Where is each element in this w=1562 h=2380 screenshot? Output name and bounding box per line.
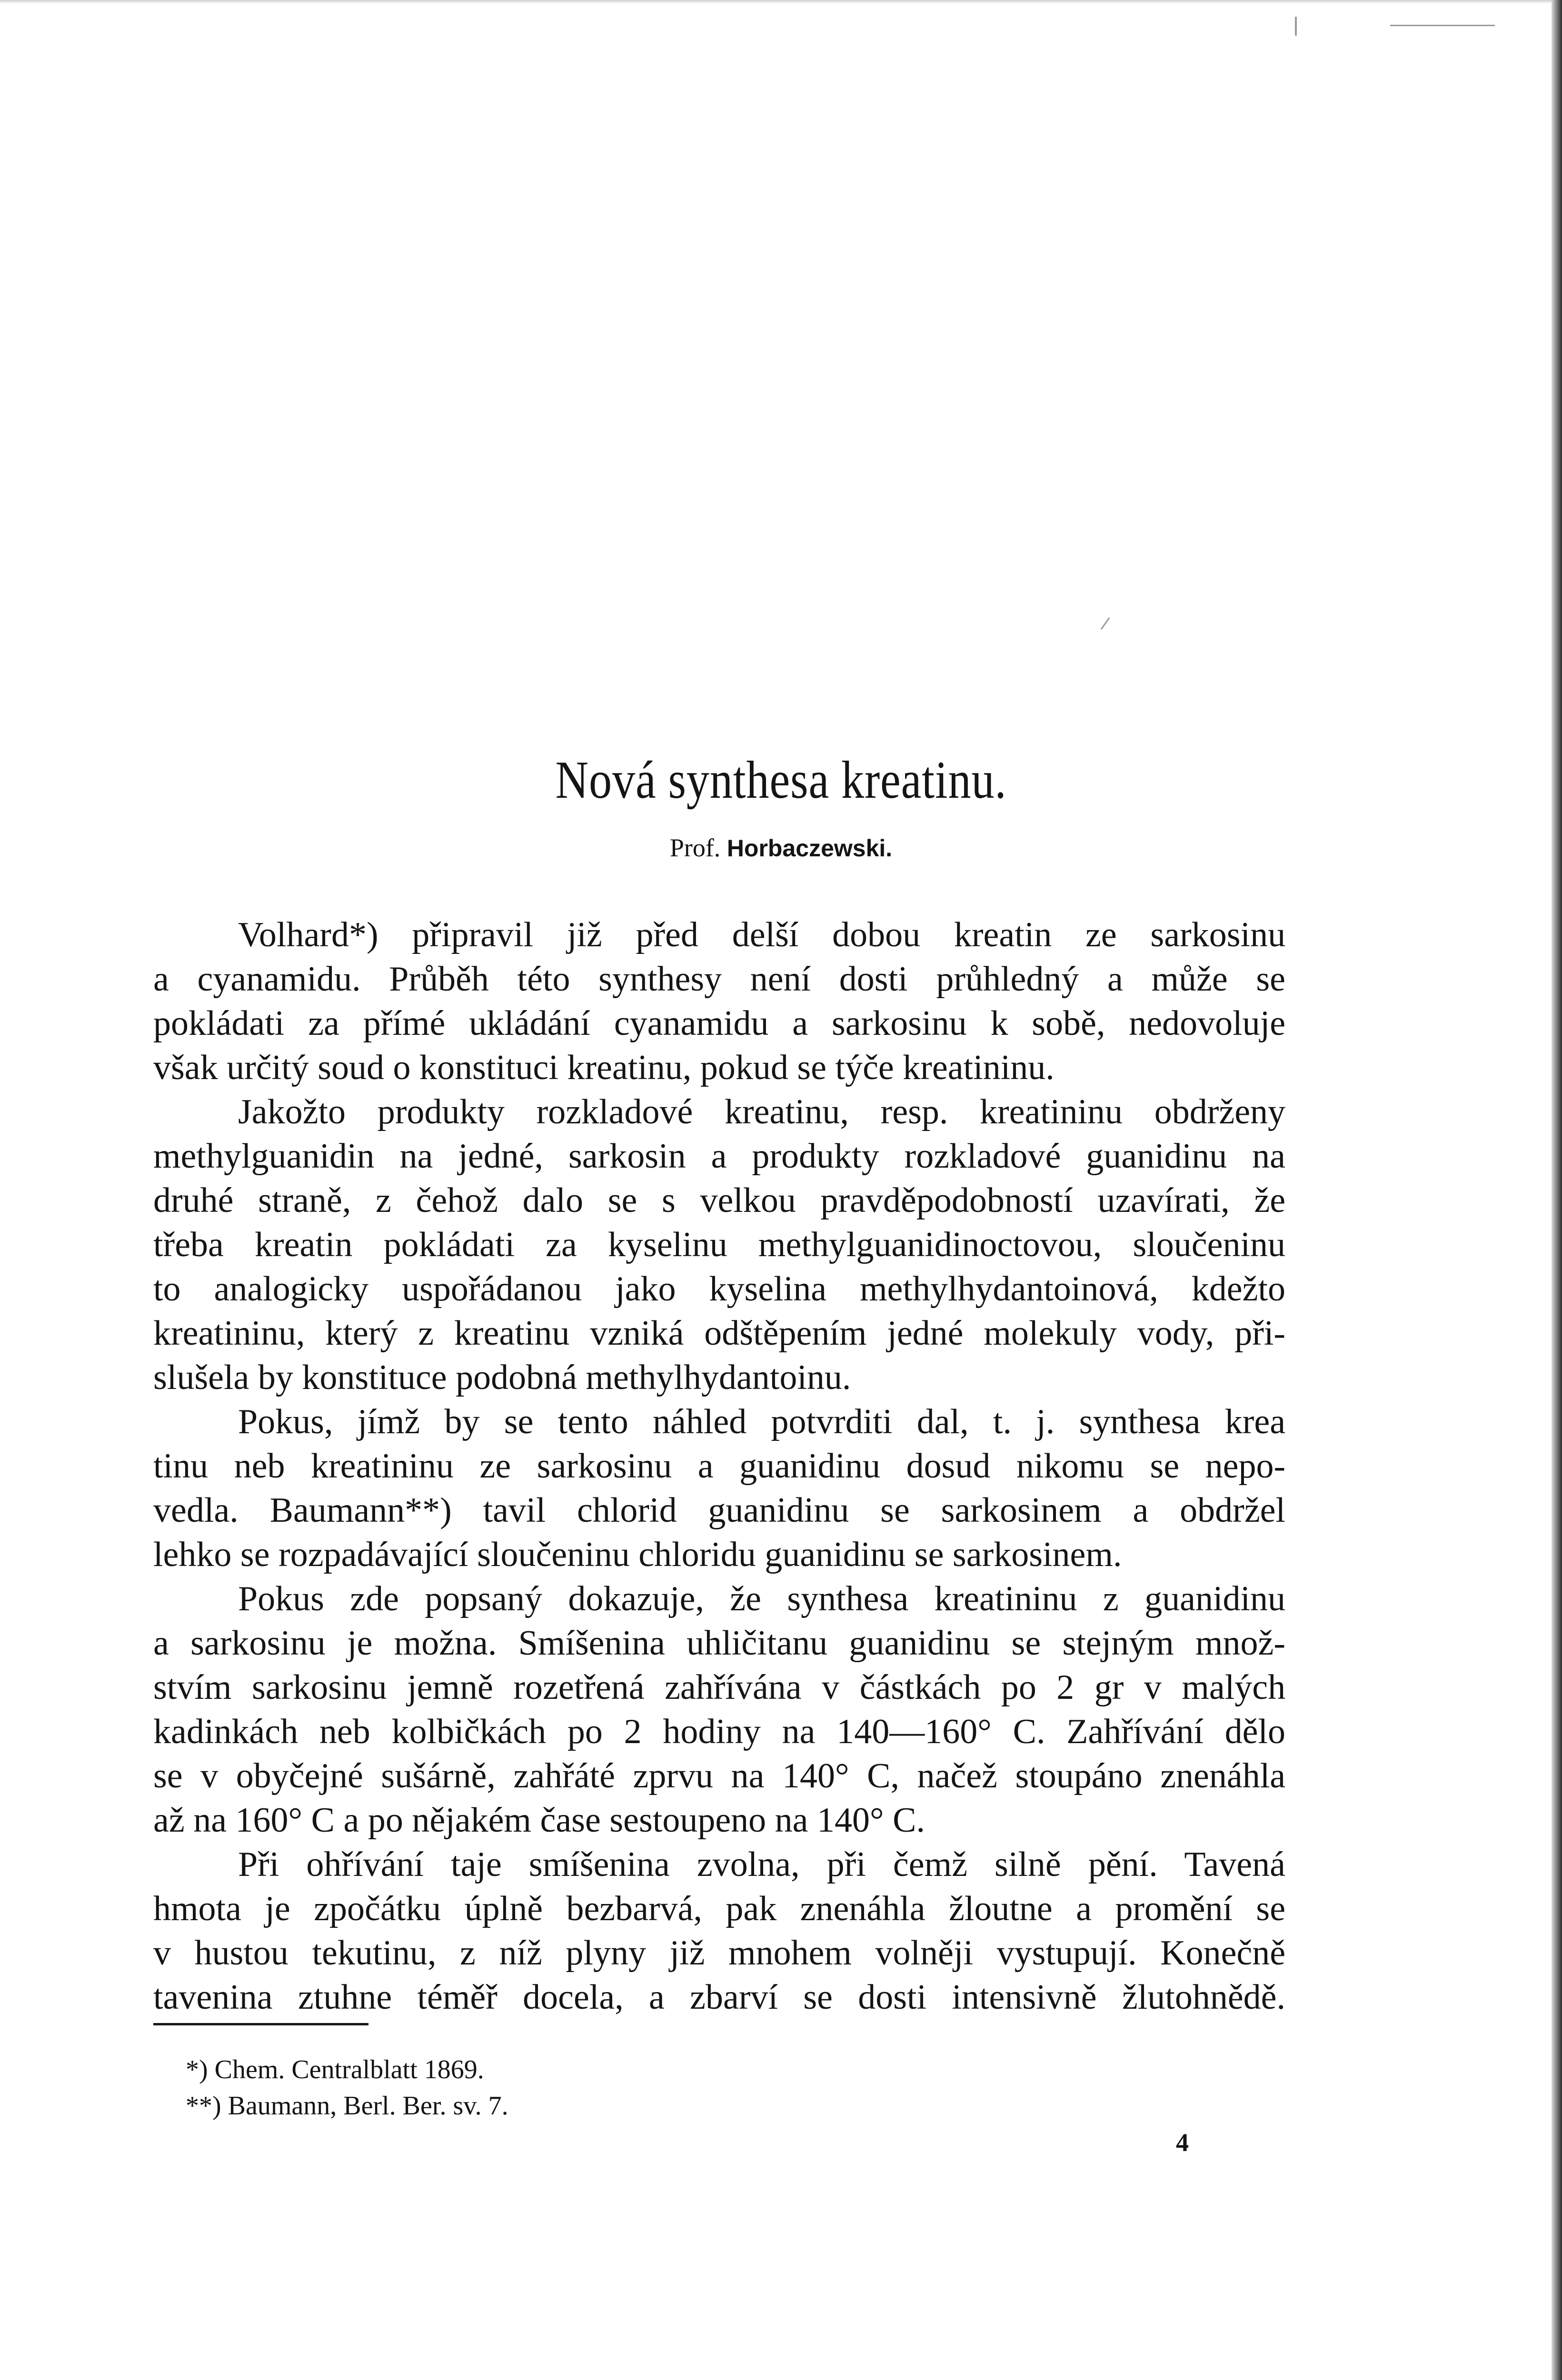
word: promění xyxy=(1115,1889,1233,1928)
word: vedla. xyxy=(153,1491,239,1530)
word: neb xyxy=(319,1712,370,1751)
word: guanidinu xyxy=(1086,1137,1227,1176)
word: z xyxy=(375,1181,391,1220)
text-line xyxy=(153,1400,1285,1444)
word: kdežto xyxy=(1191,1269,1285,1309)
word: při xyxy=(826,1845,866,1884)
word: za xyxy=(308,1004,339,1043)
word: vody, xyxy=(1137,1314,1214,1353)
word: zprvu xyxy=(633,1756,714,1795)
word: dalo xyxy=(522,1181,584,1220)
word: Konečně xyxy=(1160,1934,1286,1973)
paragraph xyxy=(153,1090,1285,1400)
word: taje xyxy=(451,1845,502,1884)
word: velkou xyxy=(700,1181,796,1220)
word: ze xyxy=(479,1447,511,1486)
word: potvrditi xyxy=(771,1402,893,1441)
author-line xyxy=(0,833,1562,863)
word: Jakožto xyxy=(238,1092,346,1131)
word: úplně xyxy=(464,1889,543,1928)
word: zahřívána xyxy=(665,1668,802,1707)
word: jemně xyxy=(407,1668,493,1707)
word: níž xyxy=(499,1934,542,1973)
word: kreatin xyxy=(954,915,1052,954)
word: obdržel xyxy=(1180,1491,1286,1530)
word: sloučeninu xyxy=(1133,1225,1286,1264)
word: guanidinu xyxy=(849,1624,990,1663)
text-line: lehko se rozpadávající sloučeninu chloridu guanidinu se sarkosinem. xyxy=(153,1535,1122,1574)
word: guanidinu xyxy=(1144,1579,1286,1618)
text-line xyxy=(153,1754,1285,1798)
text-line xyxy=(153,1002,1285,1046)
text-line xyxy=(153,1134,1285,1179)
text-line: však určitý soud o konstituci kreatinu, pokud se týče kreatininu. xyxy=(153,1048,1055,1087)
word: tento xyxy=(557,1402,628,1441)
word: kreatininu xyxy=(980,1092,1123,1131)
word: se xyxy=(607,1181,637,1220)
word: 140—160° xyxy=(836,1712,992,1751)
paragraph xyxy=(153,1577,1285,1843)
scan-top-edge xyxy=(0,0,1562,4)
word: v xyxy=(153,1934,171,1973)
word: delší xyxy=(732,915,799,954)
text-line xyxy=(153,1666,1285,1710)
word: by xyxy=(444,1402,480,1441)
word: pak xyxy=(726,1889,777,1928)
word: připravil xyxy=(412,915,534,954)
word: pravděpodobností xyxy=(820,1181,1073,1220)
word: silně xyxy=(995,1845,1061,1884)
word: zpočátku xyxy=(314,1889,441,1928)
word: Při xyxy=(238,1845,279,1884)
word: čemž xyxy=(893,1845,967,1884)
word: sušárně, xyxy=(381,1756,496,1795)
word: methylguanidin xyxy=(153,1137,375,1176)
word: tekutinu, xyxy=(312,1934,437,1973)
word: tavil xyxy=(483,1491,546,1530)
text-line xyxy=(153,1179,1285,1223)
word: 140° xyxy=(782,1756,849,1795)
word: již xyxy=(567,915,602,954)
word: žlutohnědě. xyxy=(1122,1978,1286,2017)
word: krea xyxy=(1224,1402,1286,1441)
paragraph xyxy=(153,913,1285,1090)
word: nedovoluje xyxy=(1129,1004,1286,1043)
word: C. xyxy=(1013,1712,1045,1751)
word: dosti xyxy=(839,960,908,999)
word: který xyxy=(325,1314,398,1353)
word: uzavírati, xyxy=(1097,1181,1230,1220)
word: z xyxy=(1103,1579,1119,1618)
word: že xyxy=(730,1579,761,1618)
word: obyčejné xyxy=(236,1756,363,1795)
word: třeba xyxy=(153,1225,224,1264)
word: přímé xyxy=(363,1004,446,1043)
word: na xyxy=(399,1137,433,1176)
word: tavenina xyxy=(153,1978,273,2017)
word: dal, xyxy=(916,1402,969,1441)
author-name: Horbaczewski. xyxy=(726,835,893,862)
word: čehož xyxy=(416,1181,498,1220)
text-line xyxy=(153,1444,1285,1488)
word: to xyxy=(153,1269,181,1309)
word: dosti xyxy=(858,1978,927,2017)
word: nikomu xyxy=(1016,1447,1124,1486)
text-line xyxy=(153,1223,1285,1267)
word: téměř xyxy=(417,1978,497,2017)
word: možna. xyxy=(394,1624,497,1663)
word: v xyxy=(1144,1668,1162,1707)
footnotes xyxy=(186,2052,508,2124)
word: a xyxy=(649,1978,665,2017)
word: a xyxy=(1133,1491,1149,1530)
word: kreatininu xyxy=(934,1579,1077,1618)
word: hustou xyxy=(194,1934,289,1973)
word: částkách xyxy=(859,1668,981,1707)
author-prefix: Prof. xyxy=(669,833,721,862)
word: Průběh xyxy=(389,960,489,999)
text-line xyxy=(153,913,1285,957)
word: průhledný xyxy=(936,960,1079,999)
word: po xyxy=(567,1712,603,1751)
word: methylguanidinoctovou, xyxy=(758,1225,1102,1264)
word: jedné xyxy=(887,1314,964,1353)
word: synthesy xyxy=(598,960,722,999)
text-line xyxy=(153,1488,1285,1533)
word: již xyxy=(669,1934,705,1973)
word: hodiny xyxy=(663,1712,761,1751)
scan-speck xyxy=(1390,25,1495,26)
word: cyanamidu. xyxy=(197,960,361,999)
word: 2 xyxy=(1056,1668,1074,1707)
word: Smíšenina xyxy=(518,1624,665,1663)
word: se xyxy=(1256,1889,1286,1928)
word: kyselinu xyxy=(608,1225,727,1264)
word: j. xyxy=(1036,1402,1055,1441)
word: nepo- xyxy=(1205,1447,1286,1486)
scan-speck xyxy=(1101,617,1110,630)
word: a xyxy=(1107,960,1123,999)
text-line: slušela by konstituce podobná methylhydantoinu. xyxy=(153,1358,851,1397)
word: se xyxy=(803,1978,833,2017)
text-line xyxy=(153,1577,1285,1621)
word: za xyxy=(546,1225,577,1264)
word: zahřáté xyxy=(513,1756,615,1795)
word: se xyxy=(1150,1447,1180,1486)
word: neb xyxy=(234,1447,285,1486)
word: kreatininu, xyxy=(153,1314,305,1353)
word: dokazuje, xyxy=(568,1579,704,1618)
word: molekuly xyxy=(984,1314,1117,1353)
word: rozetřená xyxy=(513,1668,645,1707)
word: stoupáno xyxy=(1015,1756,1143,1795)
word: kyselina xyxy=(709,1269,827,1309)
word: a xyxy=(153,960,169,999)
word: že xyxy=(1254,1181,1286,1220)
text-line xyxy=(153,1311,1285,1356)
word: při- xyxy=(1234,1314,1286,1353)
word: synthesa xyxy=(787,1579,909,1618)
word: v xyxy=(822,1668,840,1707)
word: stvím xyxy=(153,1668,232,1707)
text-line: až na 160° C a po nějakém čase sestoupeno na 140° C. xyxy=(153,1801,925,1840)
word: sarkosinu xyxy=(1150,915,1286,954)
word: této xyxy=(517,960,570,999)
footnote: **) Baumann, Berl. Ber. sv. 7. xyxy=(186,2091,508,2121)
word: a xyxy=(792,1004,808,1043)
word: ohřívání xyxy=(306,1845,424,1884)
word: uspořádanou xyxy=(402,1269,582,1309)
text-line xyxy=(153,1931,1285,1975)
word: a xyxy=(1076,1889,1092,1928)
word: tinu xyxy=(153,1447,209,1486)
scan-speck xyxy=(1295,17,1297,36)
article-title: Nová synthesa kreatinu. xyxy=(555,751,1007,810)
word: zvolna, xyxy=(696,1845,800,1884)
word: 2 xyxy=(624,1712,642,1751)
word: sarkosinem xyxy=(941,1491,1102,1530)
word: obdrženy xyxy=(1154,1092,1286,1131)
word: druhé xyxy=(153,1181,234,1220)
word: produkty xyxy=(377,1092,505,1131)
word: znenáhla xyxy=(800,1889,925,1928)
word: C, xyxy=(867,1756,899,1795)
word: na xyxy=(731,1756,765,1795)
text-line xyxy=(153,1267,1285,1311)
word: straně, xyxy=(258,1181,351,1220)
word: sarkosinu xyxy=(537,1447,672,1486)
word: načež xyxy=(917,1756,997,1795)
word: sarkosinu xyxy=(190,1624,326,1663)
word: sarkosin xyxy=(568,1137,686,1176)
article-body xyxy=(153,913,1285,2020)
word: zde xyxy=(350,1579,399,1618)
word: methylhydantoinová, xyxy=(859,1269,1158,1309)
footnote-divider xyxy=(153,2023,368,2025)
word: mnohem xyxy=(728,1934,852,1973)
word: je xyxy=(265,1889,290,1928)
word: kreatin xyxy=(255,1225,353,1264)
paragraph xyxy=(153,1400,1285,1577)
word: Zahřívání xyxy=(1066,1712,1204,1751)
word: žloutne xyxy=(948,1889,1053,1928)
word: intensivně xyxy=(952,1978,1097,2017)
text-line xyxy=(153,1887,1285,1931)
word: jako xyxy=(615,1269,676,1309)
word: gr xyxy=(1094,1668,1124,1707)
word: pění. xyxy=(1088,1845,1158,1884)
word: Pokus, xyxy=(238,1402,333,1441)
word: zbarví xyxy=(690,1978,778,2017)
word: kreatininu xyxy=(310,1447,454,1486)
word: pokládati xyxy=(153,1004,285,1043)
word: znenáhla xyxy=(1160,1756,1286,1795)
word: může xyxy=(1151,960,1228,999)
word: dosud xyxy=(906,1447,991,1486)
word: se xyxy=(1011,1624,1041,1663)
text-line xyxy=(153,1621,1285,1666)
word: t. xyxy=(993,1402,1012,1441)
word: stejným xyxy=(1062,1624,1174,1663)
word: a xyxy=(711,1137,727,1176)
word: dělo xyxy=(1224,1712,1286,1751)
word: ukládání xyxy=(469,1004,590,1043)
word: produkty xyxy=(752,1137,879,1176)
word: sobě, xyxy=(1032,1004,1105,1043)
word: je xyxy=(347,1624,373,1663)
scan-right-edge xyxy=(1552,0,1562,2380)
footnote: *) Chem. Centralblatt 1869. xyxy=(186,2055,484,2084)
word: z xyxy=(418,1314,434,1353)
word: kreatinu, xyxy=(724,1092,849,1131)
paragraph xyxy=(153,1843,1285,2020)
word: kolbičkách xyxy=(391,1712,547,1751)
word: rozkladové xyxy=(904,1137,1061,1176)
word: uhličitanu xyxy=(686,1624,828,1663)
word: bezbarvá, xyxy=(566,1889,702,1928)
text-line xyxy=(153,1710,1285,1754)
word: chlorid xyxy=(577,1491,677,1530)
word: pokládati xyxy=(383,1225,515,1264)
word: a xyxy=(697,1447,714,1486)
word: s xyxy=(662,1181,676,1220)
text-line xyxy=(153,1975,1285,2020)
word: popsaný xyxy=(425,1579,542,1618)
word: na xyxy=(1252,1137,1286,1176)
word: dobou xyxy=(832,915,921,954)
word: docela, xyxy=(523,1978,624,2017)
word: kadinkách xyxy=(153,1712,298,1751)
text-line xyxy=(153,957,1285,1002)
word: množ- xyxy=(1195,1624,1286,1663)
word: před xyxy=(636,915,698,954)
word: rozkladové xyxy=(536,1092,693,1131)
page-number: 4 xyxy=(1176,2128,1189,2157)
word: po xyxy=(1001,1668,1036,1707)
word: plyny xyxy=(566,1934,646,1973)
word: Baumann**) xyxy=(269,1491,452,1530)
word: se xyxy=(1256,960,1286,999)
word: kreatinu xyxy=(454,1314,570,1353)
word: smíšenina xyxy=(528,1845,670,1884)
word: synthesa xyxy=(1079,1402,1201,1441)
word: Volhard*) xyxy=(238,915,378,954)
word: jímž xyxy=(357,1402,420,1441)
text-line xyxy=(153,1843,1285,1887)
word: odštěpením xyxy=(704,1314,867,1353)
word: ze xyxy=(1085,915,1117,954)
word: guanidinu xyxy=(708,1491,849,1530)
word: volněji xyxy=(875,1934,974,1973)
word: se xyxy=(504,1402,534,1441)
word: cyanamidu xyxy=(614,1004,769,1043)
word: sarkosinu xyxy=(251,1668,387,1707)
word: vystupují. xyxy=(996,1934,1137,1973)
word: a xyxy=(153,1624,169,1663)
word: v xyxy=(200,1756,219,1795)
word: malých xyxy=(1182,1668,1286,1707)
word: Tavená xyxy=(1184,1845,1285,1884)
word: jedné, xyxy=(458,1137,544,1176)
word: náhled xyxy=(653,1402,747,1441)
word: ztuhne xyxy=(298,1978,392,2017)
word: není xyxy=(750,960,811,999)
word: hmota xyxy=(153,1889,241,1928)
word: k xyxy=(990,1004,1008,1043)
word: se xyxy=(153,1756,183,1795)
word: se xyxy=(880,1491,910,1530)
word: guanidinu xyxy=(739,1447,881,1486)
word: na xyxy=(782,1712,816,1751)
word: sarkosinu xyxy=(831,1004,967,1043)
word: analogicky xyxy=(214,1269,369,1309)
word: vzniká xyxy=(590,1314,684,1353)
word: resp. xyxy=(880,1092,948,1131)
word: z xyxy=(460,1934,476,1973)
text-line xyxy=(153,1090,1285,1134)
word: Pokus xyxy=(238,1579,324,1618)
